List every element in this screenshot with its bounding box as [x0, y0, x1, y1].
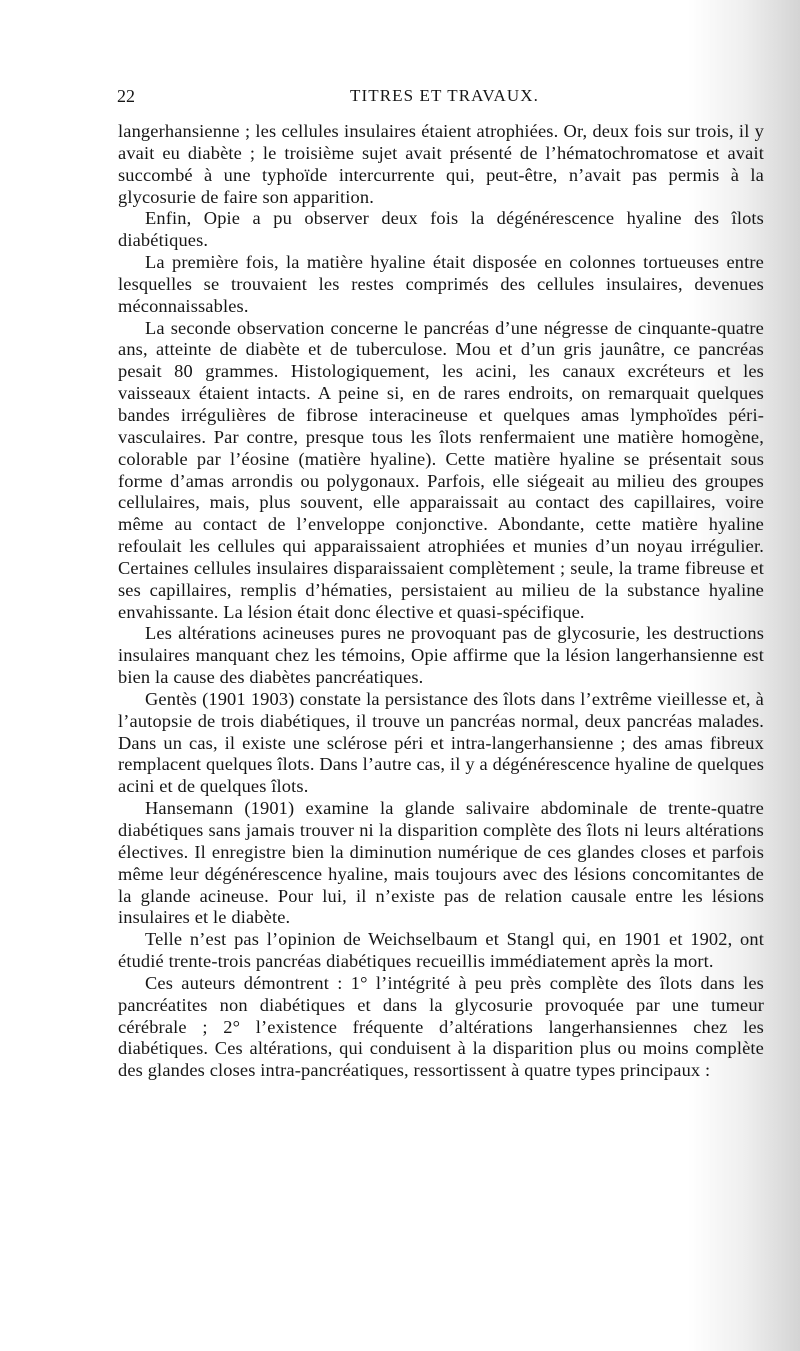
paragraph-first-case: La première fois, la matière hyaline était disposée en colonnes tortueuses entre lesquelles se trouvaient les restes comprimés des cellules insulaires, devenues méconnaissables. [118, 252, 764, 316]
paragraph-gentes: Gentès (1901 1903) constate la persistance des îlots dans l’extrême vieillesse et, à l’autopsie de trois diabétiques, il trouve un pancréas normal, deux pancréas malades. Dans un cas, il existe une sclérose péri et intra-langerhansienne ; des amas fibreux remplacent quelques îlots. Dans l’autre cas, il y a dégénérescence hyaline de quelques acini et de quelques îlots. [118, 688, 764, 797]
paragraph-opie-conclusion: Les altérations acineuses pures ne provoquant pas de glycosurie, les destructions insulaires manquant chez les témoins, Opie affirme que la lésion langerhansienne est bien la cause des diabètes pancréatiques. [118, 623, 764, 688]
running-title: TITRES ET TRAVAUX. [350, 86, 540, 105]
page-number: 22 [117, 86, 135, 106]
paragraph-opie-hyaline: Enfin, Opie a pu observer deux fois la dégénérescence hyaline des îlots diabétiques. [118, 208, 764, 251]
paragraph-second-observation: La seconde observation concerne le pancréas d’une négresse de cinquante-quatre ans, atteinte de diabète et de tuberculose. Mou et d’un gris jaunâtre, ce pancréas pesait 80 grammes. Histologiquement, les acini, les canaux excréteurs et les vaisseaux étaient intacts. A peine si, en de rares endroits, on remarquait quelques bandes irrégulières de fibrose interacineuse et quelques amas lymphoïdes péri-vasculaires. Par contre, presque tous les îlots renfermaient une matière homogène, colorable par l’éosine (matière hyaline). Cette matière hyaline se présentait sous forme d’amas arrondis ou polygonaux. Parfois, elle siégeait au milieu des groupes cellulaires, mais, plus souvent, elle apparaissait au contact des capillaires, voire même au contact de l’enveloppe conjonctive. Abondante, cette matière hyaline refoulait les cellules qui apparaissaient atrophiées et munies d’un noyau irrégulier. Certaines cellules insulaires disparaissaient complètement ; seule, la trame fibreuse et ses capillaires, remplis d’hématies, persistaient au milieu de la substance hyaline envahissante. La lésion était donc élective et quasi-spécifique. [118, 317, 764, 622]
body-text [118, 121, 764, 1082]
paragraph-authors-demonstrate: Ces auteurs démontrent : 1° l’intégrité à peu près complète des îlots dans les pancréatites non diabétiques et dans la glycosurie provoquée par une tumeur cérébrale ; 2° l’existence fréquente d’altérations langerhansiennes chez les diabétiques. Ces altérations, qui conduisent à la disparition plus ou moins complète des glandes closes intra-pancréatiques, ressortissent à quatre types principaux : [118, 972, 764, 1081]
paragraph-hansemann: Hansemann (1901) examine la glande salivaire abdominale de trente-quatre diabétiques sans jamais trouver ni la disparition complète des îlots ni leurs altérations électives. Il enregistre bien la diminution numérique de ces glandes closes et parfois même leur dégénérescence hyaline, mais toujours avec des lésions concomitantes de la glande acineuse. Pour lui, il n’existe pas de relation causale entre les lésions insulaires et le diabète. [118, 798, 764, 928]
paragraph-continuation: langerhansienne ; les cellules insulaires étaient atrophiées. Or, deux fois sur trois, il y avait eu diabète ; le troisième sujet avait présenté de l’hématochromatose et avait succombé à une typhoïde intercurrente qui, peut-être, n’avait pas permis à la glycosurie de faire son apparition. [118, 121, 764, 207]
paragraph-weichselbaum-stangl: Telle n’est pas l’opinion de Weichselbaum et Stangl qui, en 1901 et 1902, ont étudié trente-trois pancréas diabétiques recueillis immédiatement après la mort. [118, 929, 764, 972]
page-header [0, 86, 800, 110]
